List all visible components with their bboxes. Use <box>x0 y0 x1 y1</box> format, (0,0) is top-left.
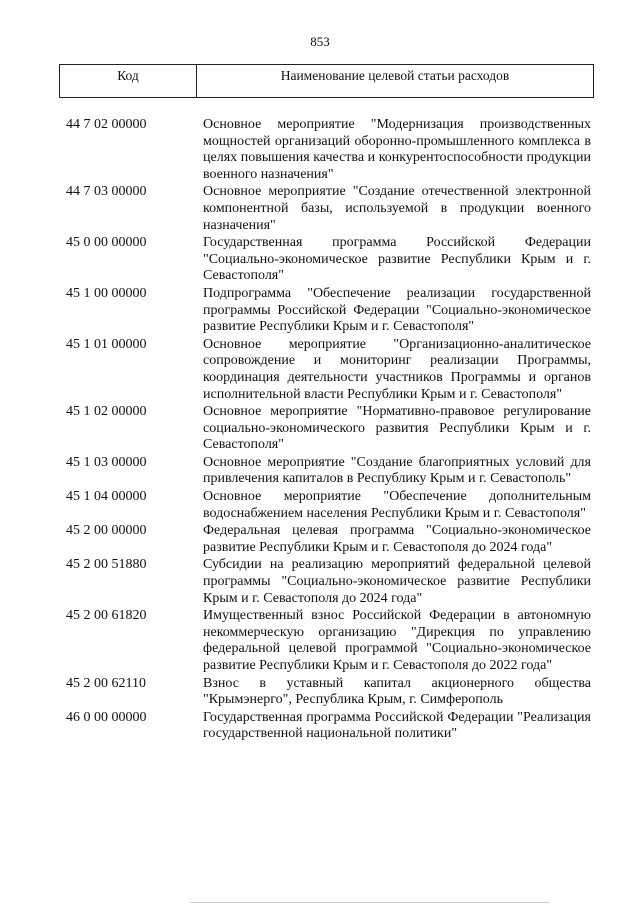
expense-items-list <box>66 117 591 744</box>
table-row <box>66 455 591 488</box>
table-header <box>59 64 594 98</box>
table-row <box>66 557 591 607</box>
row-name: Основное мероприятие "Создание благоприятных условий для привлечения капиталов в Республику Крым и г. Севастополь" <box>203 454 591 487</box>
row-code: 45 2 00 51880 <box>66 557 147 573</box>
row-code: 44 7 03 00000 <box>66 184 147 200</box>
row-code: 45 2 00 61820 <box>66 608 147 624</box>
row-code: 45 1 03 00000 <box>66 454 147 470</box>
row-name: Основное мероприятие "Создание отечественной электронной компонентной базы, используемой в продукции военного назначения" <box>203 184 591 233</box>
table-row <box>66 337 591 403</box>
row-name: Основное мероприятие "Нормативно-правовое регулирование социально-экономического развития Республики Крым и г. Севастополя" <box>203 404 591 453</box>
row-name: Субсидии на реализацию мероприятий федеральной целевой программы "Социально-экономическое развитие Республики Крым и г. Севастополя до 2024 года" <box>203 557 591 606</box>
row-code: 45 2 00 00000 <box>66 523 147 539</box>
row-name: Подпрограмма "Обеспечение реализации государственной программы Российской Федерации "Социально-экономическое развитие Республики Крым и г. Севастополя" <box>203 285 591 335</box>
table-row <box>66 184 591 234</box>
row-code: 44 7 02 00000 <box>66 117 147 132</box>
table-row <box>66 523 591 556</box>
table-row <box>66 117 591 183</box>
table-row <box>66 286 591 336</box>
row-name: Имущественный взнос Российской Федерации в автономную некоммерческую организацию "Дирекция по управлению федеральной целевой программой "Социально-экономическое развитие Республики Крым и г. Севастополя до 2022 года" <box>203 608 591 673</box>
page-number: 853 <box>310 34 330 49</box>
bottom-divider <box>190 902 550 903</box>
row-name: Федеральная целевая программа "Социально-экономическое развитие Республики Крым и г. Севастополя до 2024 года" <box>203 523 591 555</box>
table-row <box>66 489 591 522</box>
row-code: 45 1 02 00000 <box>66 404 147 420</box>
row-code: 45 1 01 00000 <box>66 336 147 352</box>
row-code: 45 0 00 00000 <box>66 235 147 251</box>
row-name: Государственная программа Российской Федерации "Социально-экономическое развитие Республики Крым и г. Севастополя" <box>203 235 591 284</box>
row-name: Основное мероприятие "Модернизация производственных мощностей организаций оборонно-промышленного комплекса в целях повышения качества и конкурентоспособности продукции военного назначения" <box>203 117 591 182</box>
row-name: Взнос в уставный капитал акционерного общества "Крымэнерго", Республика Крым, г. Симферополь <box>203 675 591 708</box>
header-code-column: Код <box>60 65 197 97</box>
row-code: 45 1 04 00000 <box>66 489 147 505</box>
row-code: 46 0 00 00000 <box>66 709 147 725</box>
row-name: Основное мероприятие "Обеспечение дополнительным водоснабжением населения Республики Крым и г. Севастополя" <box>203 489 591 521</box>
table-row <box>66 676 591 709</box>
row-code: 45 1 00 00000 <box>66 285 147 301</box>
row-name: Государственная программа Российской Федерации "Реализация государственной национальной политики" <box>203 709 591 742</box>
table-row <box>66 710 591 743</box>
table-row <box>66 404 591 454</box>
row-code: 45 2 00 62110 <box>66 675 146 691</box>
table-row <box>66 608 591 674</box>
header-name-column: Наименование целевой статьи расходов <box>280 68 510 83</box>
table-row <box>66 235 591 285</box>
row-name: Основное мероприятие "Организационно-аналитическое сопровождение и мониторинг реализации Программы, координация деятельности участников Программы и органов исполнительной власти Республики Крым и г. Севастополя" <box>203 336 591 402</box>
